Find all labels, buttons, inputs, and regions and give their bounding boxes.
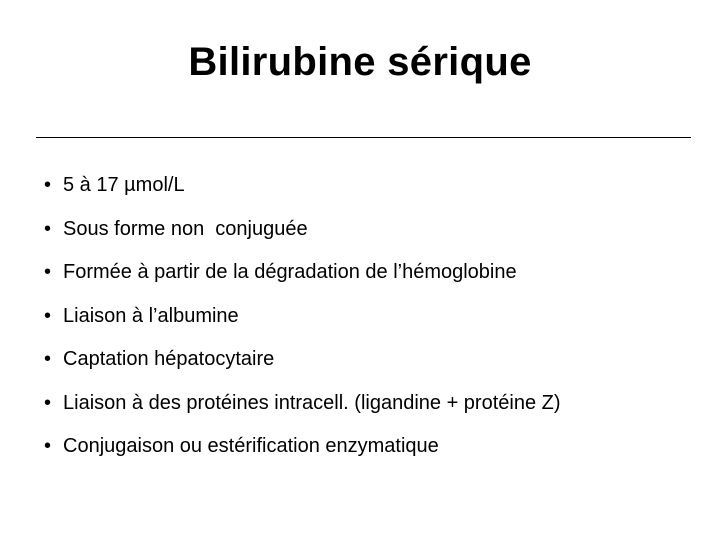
bullet-list [44, 171, 561, 476]
bullet-item-6 [44, 389, 561, 417]
bullet-icon: • [44, 304, 52, 327]
bullet-text: Sous forme non conjuguée [63, 217, 308, 240]
bullet-item-1 [44, 171, 561, 199]
bullet-item-4 [44, 302, 561, 330]
bullet-item-3 [44, 258, 561, 286]
bullet-icon: • [44, 261, 52, 283]
bullet-text: Captation hépatocytaire [63, 348, 275, 370]
bullet-text: Liaison à l’albumine [63, 304, 239, 327]
bullet-icon: • [44, 435, 52, 457]
bullet-item-2 [44, 215, 561, 243]
bullet-icon: • [44, 348, 52, 370]
bullet-text: 5 à 17 µmol/L [63, 174, 185, 196]
bullet-text: Formée à partir de la dégradation de l’hémoglobine [63, 261, 517, 283]
bullet-icon: • [44, 174, 52, 196]
bullet-icon: • [44, 391, 52, 414]
bullet-item-5 [44, 345, 561, 373]
slide-title: Bilirubine sérique [188, 40, 532, 84]
bullet-text: Liaison à des protéines intracell. (ligandine + protéine Z) [63, 391, 561, 414]
title-divider [36, 137, 691, 138]
bullet-icon: • [44, 217, 52, 240]
bullet-item-7 [44, 432, 561, 460]
bullet-text: Conjugaison ou estérification enzymatique [63, 435, 439, 457]
